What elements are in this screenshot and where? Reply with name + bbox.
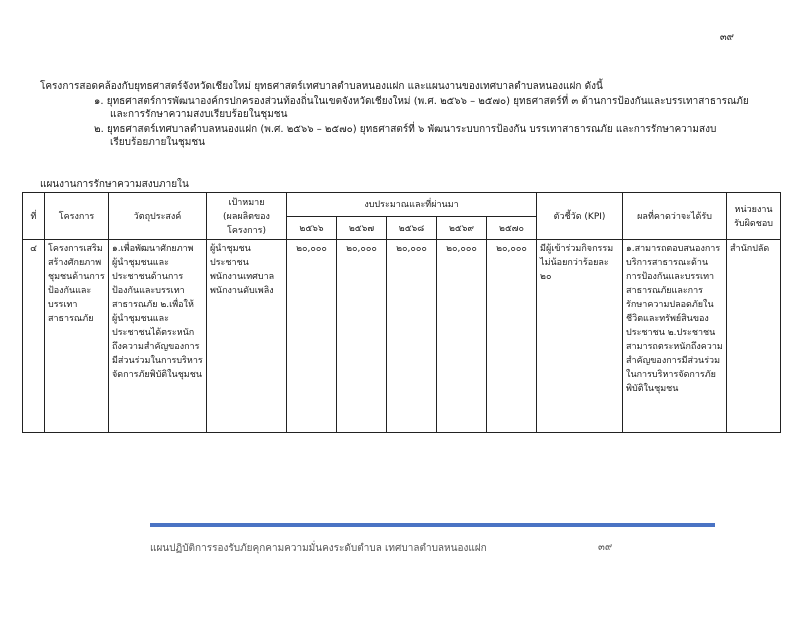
cell-kpi: มีผู้เข้าร่วมกิจกรรมไม่น้อยกว่าร้อยละ ๒๐ [537,240,623,433]
cell-objective: ๑.เพื่อพัฒนาศักยภาพผู้นำชุมชนและประชาชนด้านการป้องกันและบรรเทาสาธารณภัย ๒.เพื่อให้ผู้นำชุมชนและประชาชนได้ตระหนักถึงความสำคัญของการมีส่วนร่วมในการบริหารจัดการภัยพิบัติในชุมชน [109,240,207,433]
cell-result: ๑.สามารถตอบสนองการบริการสาธารณะด้านการป้องกันและบรรเทาสาธารณภัยและการรักษาความปลอดภัยในชีวิตและทรัพย์สินของประชาชน ๒.ประชาชนสามารถตระหนักถึงความสำคัญของการมีส่วนร่วมในการบริหารจัดการภัยพิบัติในชุมชน [623,240,727,433]
header-unit: หน่วยงานรับผิดชอบ [727,193,781,240]
header-target [207,193,287,240]
footer-text: แผนปฏิบัติการรองรับภัยคุกคามความมั่นคงระดับตำบล เทศบาลตำบลหนองแฝก [150,543,487,554]
header-year: ๒๕๖๖ [287,216,337,240]
strategy-1-line-b: และการรักษาความสงบเรียบร้อยในชุมชน [110,109,288,120]
header-row [23,193,781,217]
intro-section [40,80,760,151]
intro-line: โครงการสอดคล้องกับยุทธศาสตร์จังหวัดเชียงใหม่ ยุทธศาสตร์เทศบาลตำบลหนองแฝก และแผนงานของเทศบาลตำบลหนองแฝก ดังนี้ [40,81,603,92]
cell-budget: ๒๐,๐๐๐ [287,240,337,433]
strategy-1-line-a: ๑. ยุทธศาสตร์การพัฒนาองค์กรปกครองส่วนท้องถิ่นในเขตจังหวัดเชียงใหม่ (พ.ศ. ๒๕๖๖ – ๒๕๗๐) ยุทธศาสตร์ที่ ๓ ด้านการป้องกันและบรรเทาสาธารณภัย [94,96,749,107]
section-title: แผนงานการรักษาความสงบภายใน [40,179,189,190]
header-year: ๒๕๗๐ [487,216,537,240]
header-objective: วัตถุประสงค์ [109,193,207,240]
strategy-2 [40,123,760,149]
header-target-sub: (ผลผลิตของโครงการ) [223,212,270,236]
plan-table [22,192,781,433]
footer-page-number: ๓๙ [598,542,613,553]
cell-budget: ๒๐,๐๐๐ [487,240,537,433]
cell-budget: ๒๐,๐๐๐ [387,240,437,433]
cell-unit: สำนักปลัด [727,240,781,433]
header-no: ที่ [23,193,45,240]
header-target-label: เป้าหมาย [228,198,265,208]
cell-budget: ๒๐,๐๐๐ [337,240,387,433]
strategy-2-line-b: เรียบร้อยภายในชุมชน [110,137,206,148]
header-result: ผลที่คาดว่าจะได้รับ [623,193,727,240]
header-budget: งบประมาณและที่ผ่านมา [287,193,537,217]
cell-project: โครงการเสริมสร้างศักยภาพชุมชนด้านการป้องกันและบรรเทาสาธารณภัย [45,240,109,433]
strategy-1 [40,95,760,121]
page-number-top: ๓๙ [719,32,734,43]
strategy-2-line-a: ๒. ยุทธศาสตร์เทศบาลตำบลหนองแฝก (พ.ศ. ๒๕๖๖ – ๒๕๗๐) ยุทธศาสตร์ที่ ๖ พัฒนาระบบการป้องกัน บรรเทาสาธารณภัย และการรักษาความสงบ [94,124,717,135]
header-year: ๒๕๖๙ [437,216,487,240]
header-kpi: ตัวชี้วัด (KPI) [537,193,623,240]
cell-target: ผู้นำชุมชน ประชาชน พนักงานเทศบาล พนักงานดับเพลิง [207,240,287,433]
footer-divider [150,523,715,527]
cell-no: ๔ [23,240,45,433]
cell-budget: ๒๐,๐๐๐ [437,240,487,433]
header-year: ๒๕๖๗ [337,216,387,240]
table-row [23,240,781,433]
header-project: โครงการ [45,193,109,240]
header-year: ๒๕๖๘ [387,216,437,240]
